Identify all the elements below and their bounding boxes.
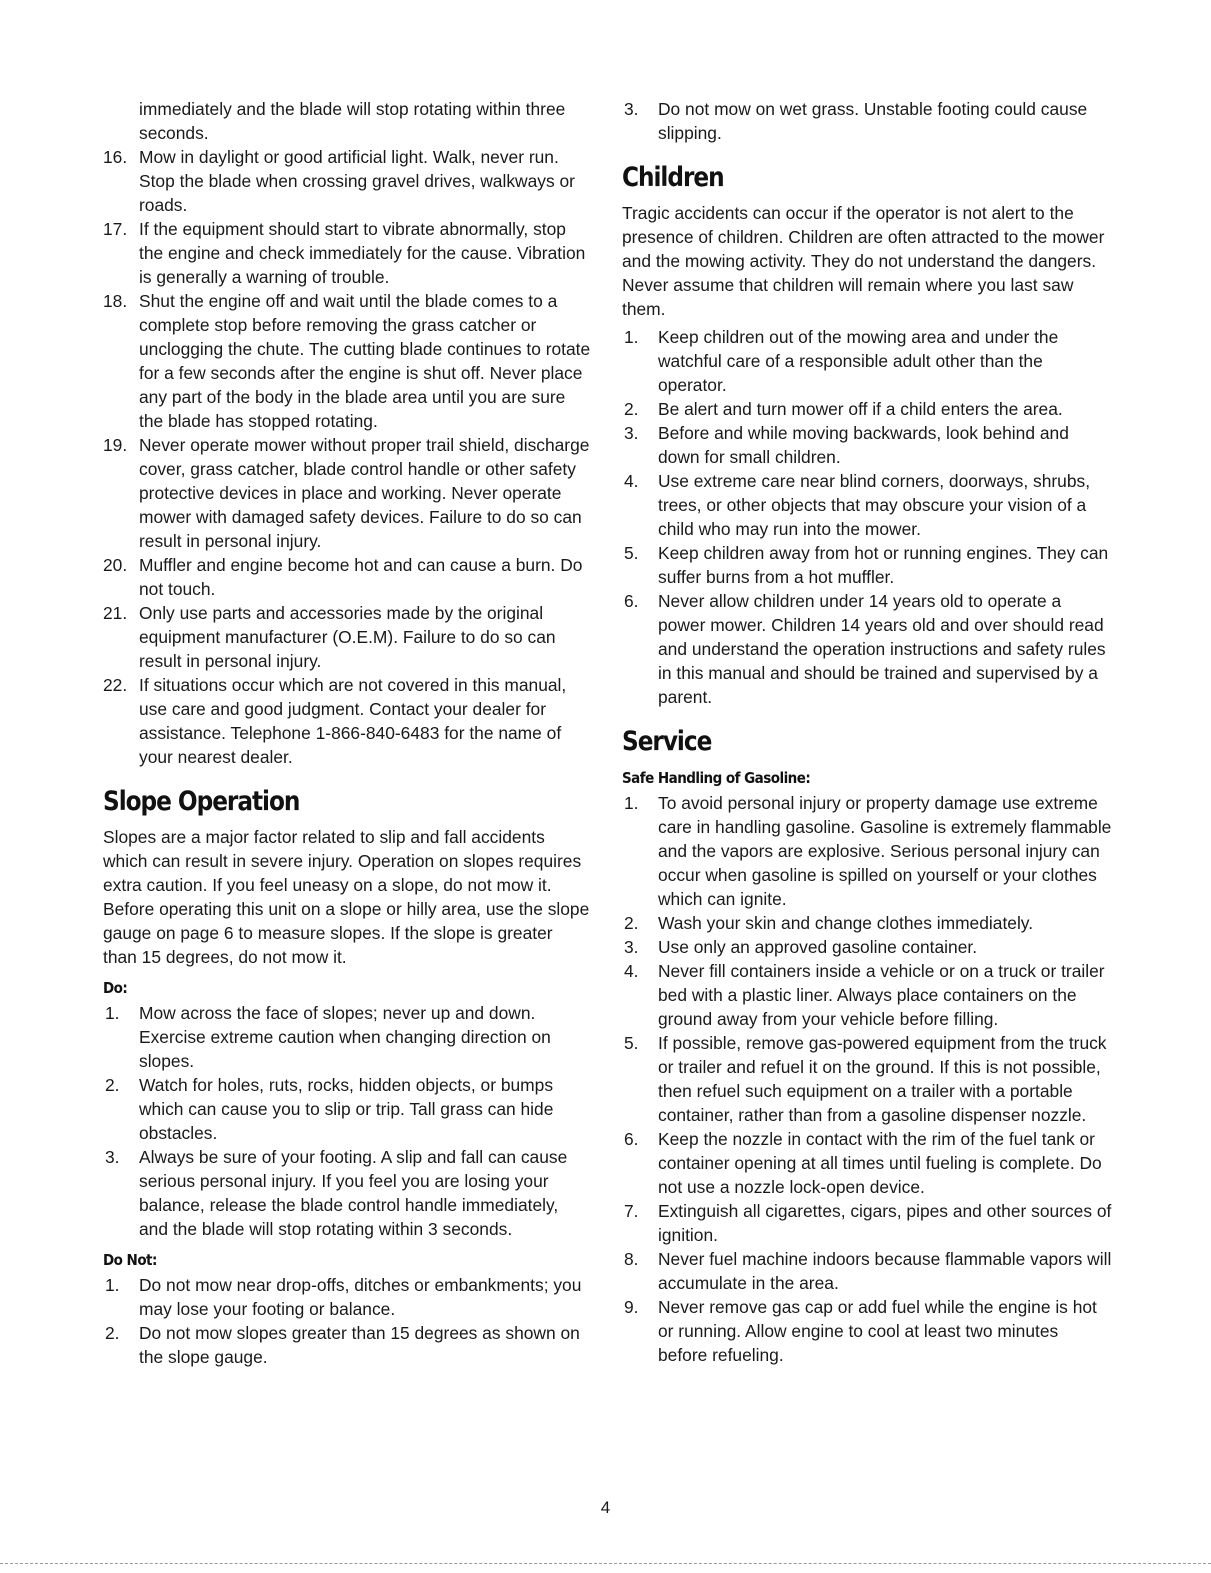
item-text: Never allow children under 14 years old to operate a power mower. Children 14 years old and over should read and understand the operation instructions and safety rules in this manual and should be trained and supervised by a parent. xyxy=(658,591,1106,707)
item-number: 16. xyxy=(103,147,128,167)
item-text: Be alert and turn mower off if a child enters the area. xyxy=(658,399,1063,419)
slope-operation-heading: Slope Operation xyxy=(103,786,300,817)
do-not-subheading: Do Not: xyxy=(103,1251,157,1269)
item-text: Do not mow near drop-offs, ditches or embankments; you may lose your footing or balance. xyxy=(139,1275,582,1319)
list-item xyxy=(103,145,591,217)
item-number: 21. xyxy=(103,603,128,623)
list-item xyxy=(622,97,1112,145)
do-subheading: Do: xyxy=(103,979,128,997)
item-number: 4. xyxy=(624,471,639,491)
item-text: Watch for holes, ruts, rocks, hidden objects, or bumps which can cause you to slip or trip. Tall grass can hide obstacles. xyxy=(139,1075,554,1143)
list-item xyxy=(103,553,591,601)
item-number: 2. xyxy=(105,1323,120,1343)
children-intro-paragraph: Tragic accidents can occur if the operator is not alert to the presence of children. Children are often attracted to the mower and the mowing activity. They do not understand the dangers. Never assume that children will remain where you last saw them. xyxy=(622,203,1105,319)
list-item xyxy=(103,673,591,769)
item-number: 2. xyxy=(105,1075,120,1095)
list-item xyxy=(622,421,1112,469)
item-text: If the equipment should start to vibrate abnormally, stop the engine and check immediately for the cause. Vibration is generally a warning of trouble. xyxy=(139,219,586,287)
gasoline-list xyxy=(622,791,1112,1367)
item-text: Extinguish all cigarettes, cigars, pipes and other sources of ignition. xyxy=(658,1201,1112,1245)
item-text: Do not mow on wet grass. Unstable footing could cause slipping. xyxy=(658,99,1088,143)
item-number: 3. xyxy=(624,423,639,443)
item-text: Wash your skin and change clothes immediately. xyxy=(658,913,1034,933)
item-text: Use only an approved gasoline container. xyxy=(658,937,978,957)
item-text: Keep the nozzle in contact with the rim of the fuel tank or container opening at all times until fueling is complete. Do not use a nozzle lock-open device. xyxy=(658,1129,1102,1197)
item-number: 1. xyxy=(624,327,639,347)
list-item xyxy=(622,1295,1112,1367)
list-item xyxy=(622,589,1112,709)
list-item xyxy=(622,1199,1112,1247)
list-item xyxy=(103,289,591,433)
list-item xyxy=(103,433,591,553)
item-text: Use extreme care near blind corners, doorways, shrubs, trees, or other objects that may obscure your vision of a child who may run into the mower. xyxy=(658,471,1091,539)
safety-rules-list xyxy=(103,145,591,769)
list-item xyxy=(103,1001,591,1073)
item-text: Never fuel machine indoors because flammable vapors will accumulate in the area. xyxy=(658,1249,1112,1293)
item-number: 19. xyxy=(103,435,128,455)
slope-do-not-continued-list xyxy=(622,97,1112,145)
list-item xyxy=(622,541,1112,589)
list-item xyxy=(622,959,1112,1031)
do-not-list xyxy=(103,1273,591,1369)
list-item xyxy=(622,397,1112,421)
item-number: 1. xyxy=(105,1003,120,1023)
slope-intro-paragraph: Slopes are a major factor related to slip and fall accidents which can result in severe injury. Operation on slopes requires extra caution. If you feel uneasy on a slope, do not mow it. Before operating this unit on a slope or hilly area, use the slope gauge on page 6 to measure slopes. If the slope is greater than 15 degrees, do not mow it. xyxy=(103,827,590,967)
list-item xyxy=(103,1073,591,1145)
item-text: Do not mow slopes greater than 15 degrees as shown on the slope gauge. xyxy=(139,1323,580,1367)
item-number: 3. xyxy=(624,99,639,119)
item-text: Keep children away from hot or running engines. They can suffer burns from a hot muffler. xyxy=(658,543,1109,587)
list-item xyxy=(103,601,591,673)
do-list xyxy=(103,1001,591,1241)
item-text: Never fill containers inside a vehicle or on a truck or trailer bed with a plastic liner. Always place containers on the ground away from your vehicle before filling. xyxy=(658,961,1105,1029)
list-item xyxy=(103,1273,591,1321)
left-column xyxy=(103,97,591,1369)
list-item xyxy=(622,469,1112,541)
continued-item-15: immediately and the blade will stop rotating within three seconds. xyxy=(139,99,566,143)
right-column xyxy=(622,97,1112,1367)
list-item xyxy=(622,935,1112,959)
item-text: Never remove gas cap or add fuel while the engine is hot or running. Allow engine to cool at least two minutes before refueling. xyxy=(658,1297,1097,1365)
list-item xyxy=(622,325,1112,397)
item-text: To avoid personal injury or property damage use extreme care in handling gasoline. Gasoline is extremely flammable and the vapors are explosive. Serious personal injury can occur when gasoline is spilled on yourself or your clothes which can ignite. xyxy=(658,793,1112,909)
item-text: Always be sure of your footing. A slip and fall can cause serious personal injury. If you feel you are losing your balance, release the blade control handle immediately, and the blade will stop rotating within 3 seconds. xyxy=(139,1147,568,1239)
service-heading: Service xyxy=(622,726,712,757)
item-number: 20. xyxy=(103,555,128,575)
item-number: 22. xyxy=(103,675,128,695)
item-text: Mow across the face of slopes; never up and down. Exercise extreme caution when changing direction on slopes. xyxy=(139,1003,551,1071)
item-number: 9. xyxy=(624,1297,639,1317)
list-item xyxy=(103,217,591,289)
list-item xyxy=(103,1321,591,1369)
item-number: 2. xyxy=(624,913,639,933)
item-number: 1. xyxy=(624,793,639,813)
item-number: 6. xyxy=(624,591,639,611)
list-item xyxy=(622,1247,1112,1295)
children-heading: Children xyxy=(622,162,724,193)
item-text: Only use parts and accessories made by the original equipment manufacturer (O.E.M). Failure to do so can result in personal injury. xyxy=(139,603,556,671)
children-list xyxy=(622,325,1112,709)
item-text: Never operate mower without proper trail shield, discharge cover, grass catcher, blade control handle or other safety protective devices in place and working. Never operate mower with damaged safety devices. Failure to do so can result in personal injury. xyxy=(139,435,590,551)
item-number: 6. xyxy=(624,1129,639,1149)
item-number: 18. xyxy=(103,291,128,311)
item-number: 5. xyxy=(624,543,639,563)
item-number: 2. xyxy=(624,399,639,419)
item-text: Shut the engine off and wait until the blade comes to a complete stop before removing the grass catcher or unclogging the chute. The cutting blade continues to rotate for a few seconds after the engine is shut off. Never place any part of the body in the blade area until you are sure the blade has stopped rotating. xyxy=(139,291,591,431)
item-text: Mow in daylight or good artificial light. Walk, never run. Stop the blade when crossing gravel drives, walkways or roads. xyxy=(139,147,575,215)
item-number: 7. xyxy=(624,1201,639,1221)
list-item xyxy=(103,1145,591,1241)
item-text: If situations occur which are not covered in this manual, use care and good judgment. Contact your dealer for assistance. Telephone 1-866-840-6483 for the name of your nearest dealer. xyxy=(139,675,567,767)
list-item xyxy=(622,1127,1112,1199)
list-item xyxy=(622,791,1112,911)
item-number: 1. xyxy=(105,1275,120,1295)
page-number: 4 xyxy=(600,1498,611,1517)
item-text: Keep children out of the mowing area and under the watchful care of a responsible adult other than the operator. xyxy=(658,327,1059,395)
item-text: Before and while moving backwards, look behind and down for small children. xyxy=(658,423,1069,467)
list-item xyxy=(622,911,1112,935)
item-number: 4. xyxy=(624,961,639,981)
safe-handling-gasoline-subheading: Safe Handling of Gasoline: xyxy=(622,769,811,787)
item-text: If possible, remove gas-powered equipment from the truck or trailer and refuel it on the ground. If this is not possible, then refuel such equipment on a trailer with a portable container, rather than from a gasoline dispenser nozzle. xyxy=(658,1033,1107,1125)
item-text: Muffler and engine become hot and can cause a burn. Do not touch. xyxy=(139,555,583,599)
bottom-scan-edge-divider xyxy=(0,1563,1211,1564)
item-number: 3. xyxy=(105,1147,120,1167)
item-number: 17. xyxy=(103,219,128,239)
list-item xyxy=(622,1031,1112,1127)
item-number: 3. xyxy=(624,937,639,957)
item-number: 5. xyxy=(624,1033,639,1053)
item-number: 8. xyxy=(624,1249,639,1269)
